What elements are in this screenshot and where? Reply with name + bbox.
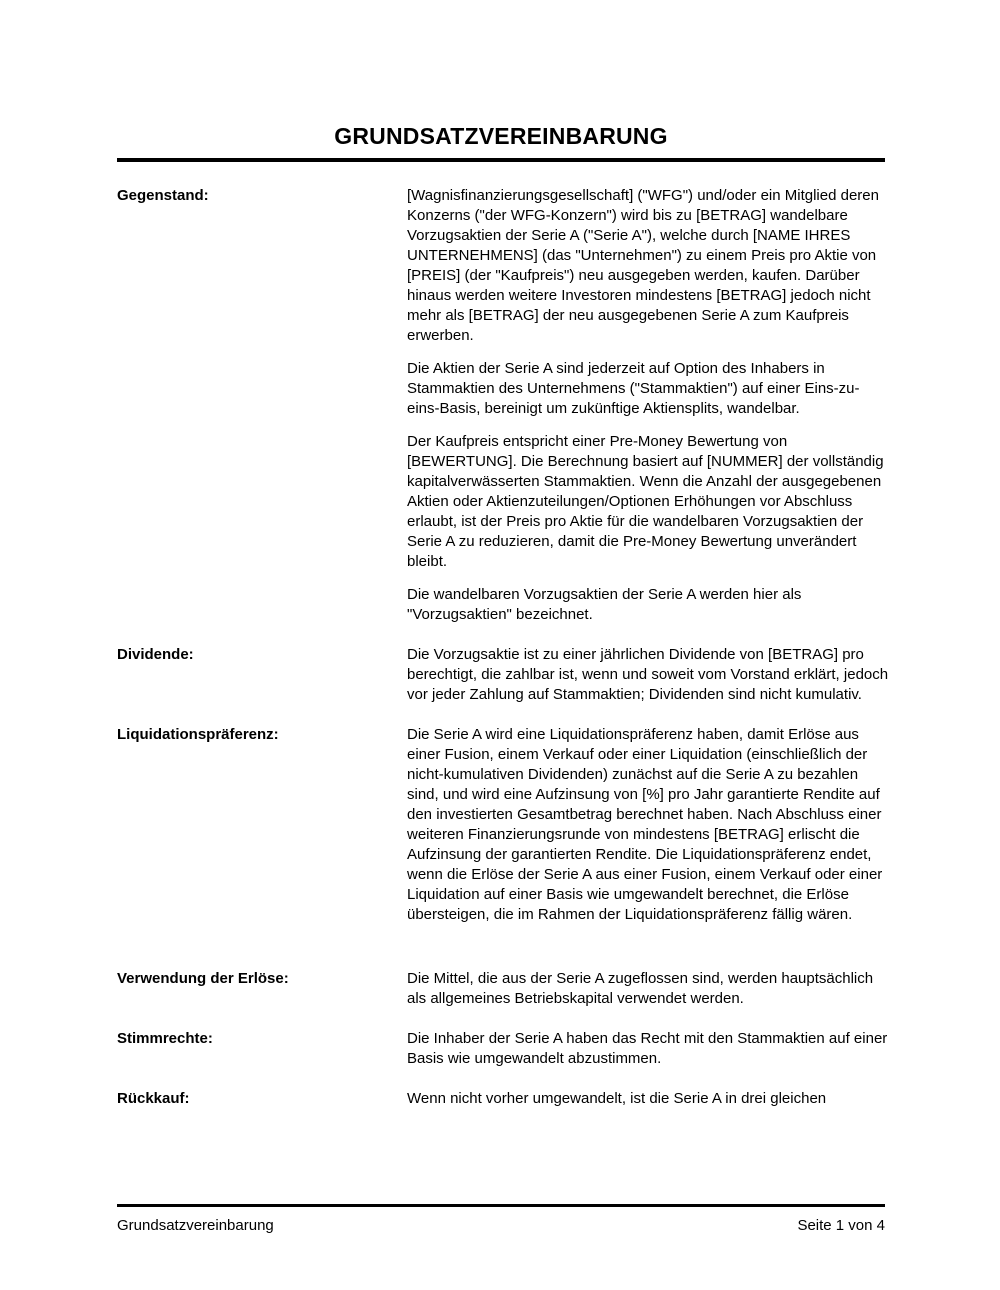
term-paragraph: Wenn nicht vorher umgewandelt, ist die Serie A in drei gleichen (407, 1090, 827, 1107)
footer-divider (117, 1204, 885, 1207)
term-paragraph: Die wandelbaren Vorzugsaktien der Serie A werden hier als "Vorzugsaktien" bezeichnet. (407, 586, 802, 623)
term-text (407, 1089, 890, 1109)
term-label: Stimmrechte: (117, 1030, 213, 1047)
term-paragraph: [Wagnisfinanzierungsgesellschaft] ("WFG") und/oder ein Mitglied deren Konzerns ("der WFG-Konzern") wird bis zu [BETRAG] wandelbare Vorzugsaktien der Serie A ("Serie A"), welche durch [NAME IHRES UNTERNEHMENS] (das "Unternehmen") zu einem Preis pro Aktie von [PREIS] (der "Kaufpreis") neu ausgegeben werden, kaufen. Darüber hinaus werden weitere Investoren mindestens [BETRAG] jedoch nicht mehr als [BETRAG] der neu ausgegebenen Serie A zum Kaufpreis erwerben. (407, 187, 879, 344)
term-section (117, 186, 890, 625)
term-text (407, 1029, 890, 1069)
term-text (407, 645, 890, 705)
title-divider (117, 158, 885, 162)
page-footer (117, 1216, 885, 1236)
term-paragraph: Die Serie A wird eine Liquidationspräferenz haben, damit Erlöse aus einer Fusion, einem Verkauf oder einer Liquidation (einschließlich der nicht-kumulativen Dividenden) zunächst auf die Serie A zu bezahlen sind, und wird eine Aufzinsung von [%] pro Jahr garantierte Rendite auf den investierten Gesamtbetrag berechnet haben. Nach Abschluss einer weiteren Finanzierungsrunde von mindestens [BETRAG] erlischt die Aufzinsung der garantierten Rendite. Die Liquidationspräferenz endet, wenn die Erlöse der Serie A aus einer Fusion, einem Verkauf oder einer Liquidation auf einer Basis wie umgewandelt berechnet, die Erlöse übersteigen, die im Rahmen der Liquidationspräferenz fällig wären. (407, 726, 883, 923)
document-body (117, 186, 890, 1109)
term-label: Rückkauf: (117, 1090, 190, 1107)
page-title: GRUNDSATZVEREINBARUNG (334, 123, 668, 150)
term-paragraph: Die Vorzugsaktie ist zu einer jährlichen Dividende von [BETRAG] pro berechtigt, die zahlbar ist, wenn und soweit vom Vorstand erklärt, jedoch vor jeder Zahlung auf Stammaktien; Dividenden sind nicht kumulativ. (407, 646, 889, 703)
term-section-row (117, 645, 890, 705)
term-text (407, 725, 890, 925)
footer-document-name: Grundsatzvereinbarung (117, 1217, 274, 1234)
term-text (407, 969, 890, 1009)
term-section (117, 969, 890, 1009)
term-label: Dividende: (117, 646, 194, 663)
term-section-row (117, 1029, 890, 1069)
term-paragraph: Die Aktien der Serie A sind jederzeit auf Option des Inhabers in Stammaktien des Unternehmens ("Stammaktien") auf einer Eins-zu-eins-Basis, bereinigt um zukünftige Aktiensplits, wandelbar. (407, 360, 860, 417)
term-section-row (117, 969, 890, 1009)
term-section (117, 1029, 890, 1069)
term-label: Liquidationspräferenz: (117, 726, 279, 743)
term-paragraph: Der Kaufpreis entspricht einer Pre-Money Bewertung von [BEWERTUNG]. Die Berechnung basiert auf [NUMMER] der vollständig kapitalverwässerten Stammaktien. Wenn die Anzahl der ausgegebenen Aktien oder Aktienzuteilungen/Optionen Erhöhungen vor Abschluss erlaubt, ist der Preis pro Aktie für die wandelbaren Vorzugsaktien der Serie A zu reduzieren, damit die Pre-Money Bewertung unverändert bleibt. (407, 433, 884, 570)
term-section-row (117, 1089, 890, 1109)
term-section (117, 1089, 890, 1109)
term-paragraph: Die Inhaber der Serie A haben das Recht mit den Stammaktien auf einer Basis wie umgewandelt abzustimmen. (407, 1030, 888, 1067)
footer-page-number: Seite 1 von 4 (797, 1217, 885, 1234)
term-label: Verwendung der Erlöse: (117, 970, 289, 987)
term-section-row (117, 725, 890, 925)
term-text (407, 186, 890, 625)
term-section (117, 645, 890, 705)
term-section (117, 725, 890, 925)
term-label: Gegenstand: (117, 187, 209, 204)
term-section-row (117, 186, 890, 625)
term-paragraph: Die Mittel, die aus der Serie A zugeflossen sind, werden hauptsächlich als allgemeines Betriebskapital verwendet werden. (407, 970, 874, 1007)
